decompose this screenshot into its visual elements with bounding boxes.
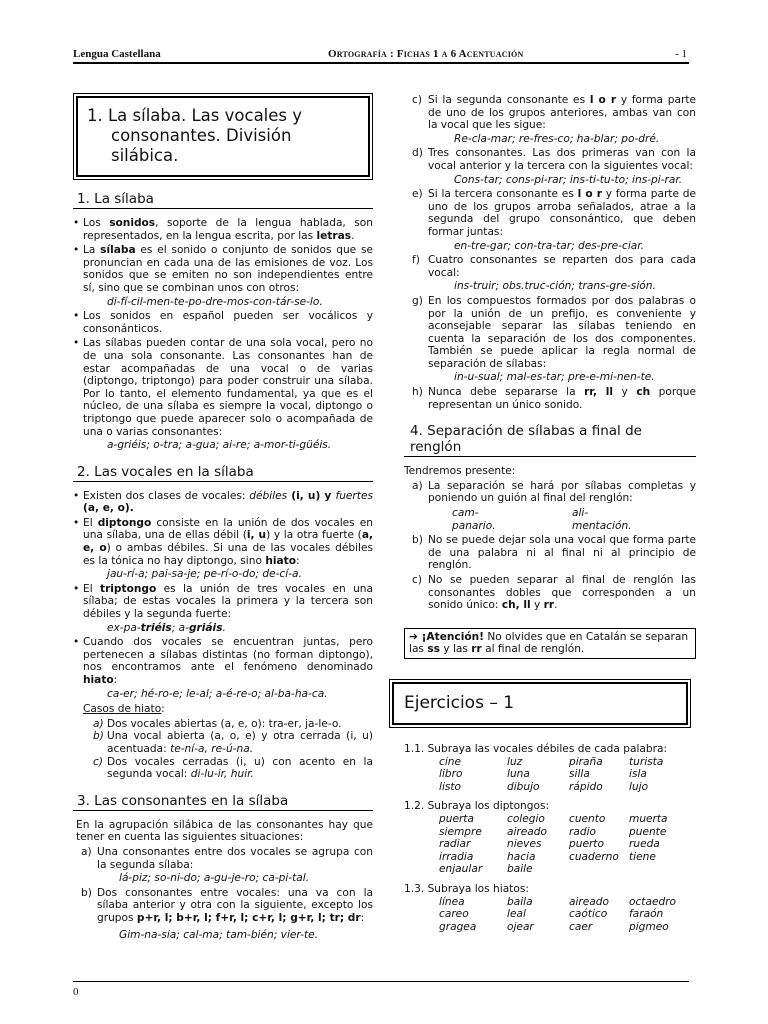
bullet-vowel-types: • Existen dos clases de vocales: débiles (i, u) y fuertes (a, e, o).: [73, 490, 373, 515]
right-column: [404, 94, 696, 933]
consonant-example-f: ins-truir; obs.truc-ción; trans-gre-sión.: [454, 280, 656, 293]
exercise-word: listo: [439, 780, 462, 793]
consonant-example-c: Re-cla-mar; re-fres-co; ha-blar; po-dré.: [454, 132, 660, 145]
unit-title-line1: 1. La sílaba. Las vocales y: [87, 106, 303, 125]
consonant-rule-h: h) Nunca debe separarse la rr, ll y ch porque representan un único sonido.: [412, 386, 696, 411]
attention-note: ➔ ¡Atención! No olvides que en Catalán se separan las ss y las rr al final de renglón.: [404, 628, 696, 659]
header-page-number: - 1: [675, 48, 687, 60]
exercise-word: línea: [439, 895, 465, 908]
exercise-word: baile: [507, 863, 533, 876]
consonant-rule-e: e) Si la tercera consonante es l o r y forma parte de uno de los grupos arroba señalados, atrae a la segunda del grupo consonántico, que deben formar juntas:: [412, 188, 696, 238]
exercise-1-3-prompt: 1.3. Subraya los hiatos:: [404, 882, 529, 895]
consonant-example-b: Gim-na-sia; cal-ma; tam-bién; vier-te.: [119, 928, 319, 941]
bullet-syllable-vowel: • Las sílabas pueden contar de una sola vocal, pero no de una sola consonante. Las consonantes han de estar acompañadas de una vocal o de varias (diptongo, triptongo) para poder construir una sílaba. Por lo tanto, el elemento fundamental, ya que es el núcleo, de una sílaba es siempre la vocal, diptongo o triptongo que puede aparecer solo o acompañada de una o varias consonantes:: [73, 337, 373, 438]
consonant-rule-g: g) En los compuestos formados por dos palabras o por la unión de un prefijo, es conveniente y aconsejable separar las sílabas teniendo en cuenta la separación de los dos componentes. También se puede aplicar la regla normal de separación de sílabas:: [412, 294, 696, 370]
exercise-word: muerta: [629, 812, 668, 825]
exercise-word: cuento: [569, 812, 606, 825]
arrow-right-icon: ➔: [409, 630, 418, 643]
exercise-word: siempre: [439, 825, 482, 838]
hiatus-case-a: a) Dos vocales abiertas (a, e, o): tra-er, ja-le-o.: [93, 717, 342, 730]
unit-title-box: [76, 96, 370, 177]
exercise-word: careo: [439, 908, 469, 921]
exercise-word: caótico: [569, 908, 608, 921]
bullet-sound-types: • Los sonidos en español pueden ser vocálicos y consonánticos.: [73, 310, 373, 335]
header-topic: Ortografía : Fichas 1 a 6 Acentuación: [328, 48, 524, 60]
exercise-word: cine: [439, 755, 461, 768]
line-break-rule-c: c) No se pueden separar al final de renglón las consonantes dobles que corresponden a un sonido único: ch, ll y rr.: [412, 574, 696, 612]
exercise-word: octaedro: [629, 895, 677, 908]
exercise-word: puente: [629, 825, 667, 838]
exercise-word: baila: [507, 895, 533, 908]
bullet-hiatus: • Cuando dos vocales se encuentran juntas, pero pertenecen a sílabas distintas (no forman diptongo), nos encontramos ante el fenómeno denominado hiato:: [73, 636, 373, 686]
line-break-intro: Tendremos presente:: [404, 465, 516, 478]
exercise-word: gragea: [439, 920, 477, 933]
exercise-word: irradia: [439, 850, 474, 863]
consonant-rule-d: d) Tres consonantes. Las dos primeras van con la vocal anterior y la tercera con la siguientes vocal:: [412, 147, 696, 172]
bullet-diphthong: • El diptongo consiste en la unión de dos vocales en una sílaba, una de ellas débil (i, u) y la otra fuerte (a, e, o) o ambas débiles. Si una de las vocales débiles es la tónica no hay diptongo, sino hiato:: [73, 517, 373, 567]
consonant-rule-f: f) Cuatro consonantes se reparten dos para cada vocal:: [412, 254, 696, 279]
exercise-word: colegio: [507, 812, 545, 825]
example-syllables: di-fí-cil-men-te-po-dre-mos-con-tár-se-lo.: [107, 295, 323, 308]
exercise-word: aireado: [569, 895, 610, 908]
exercise-word: silla: [569, 768, 590, 781]
exercise-word: faraón: [629, 908, 664, 921]
section-heading-syllable: 1. La sílaba: [73, 191, 373, 209]
consonant-rule-b: b) Dos consonantes entre vocales: una va con la sílaba anterior y otra con la siguiente, excepto los grupos p+r, l; b+r, l; f+r, l; c+r, l; g+r, l; tr; dr:: [81, 886, 373, 924]
bullet-sounds: • Los sonidos, soporte de la lengua hablada, son representados, en la lengua escrita, por las letras.: [73, 217, 373, 242]
exercise-word: luna: [507, 768, 530, 781]
exercise-word: [629, 863, 689, 876]
hiatus-cases-label: Casos de hiato:: [83, 703, 165, 716]
exercise-word: puerto: [569, 838, 604, 851]
exercise-word: leal: [507, 908, 526, 921]
exercise-1-3-words: [404, 896, 696, 934]
line-break-rule-b: b) No se puede dejar sola una vocal que forma parte de una palabra ni al final ni al principio de renglón.: [412, 534, 696, 572]
exercise-word: piraña: [569, 755, 603, 768]
bullet-syllable-def: • La sílaba es el sonido o conjunto de sonidos que se pronuncian en cada una de las emisiones de voz. Los sonidos que se emiten no son independientes entre sí, sino que se combinan unos con otros:: [73, 244, 373, 294]
exercise-word: isla: [629, 768, 647, 781]
example-hiatus: ca-er; hé-ro-e; le-al; a-é-re-o; al-ba-ha-ca.: [107, 687, 328, 700]
exercise-word: rápido: [569, 780, 603, 793]
exercise-word: [569, 863, 629, 876]
exercise-word: libro: [439, 768, 463, 781]
exercise-word: cuaderno: [569, 850, 619, 863]
section-heading-vowels: 2. Las vocales en la sílaba: [73, 464, 373, 482]
exercise-word: ojear: [507, 920, 534, 933]
exercise-1-2-prompt: 1.2. Subraya los diptongos:: [404, 800, 550, 813]
exercise-1-2-words: [404, 813, 696, 876]
hiatus-case-c: c) Dos vocales cerradas (i, u) con acento en la segunda vocal: di-lu-ir, huir.: [93, 755, 373, 781]
consonant-example-d: Cons-tar; cons-pi-rar; ins-ti-tu-to; ins-pi-rar.: [454, 173, 683, 186]
exercise-word: lujo: [629, 780, 649, 793]
consonant-example-a: lá-piz; so-ni-do; a-gu-je-ro; ca-pi-tal.: [119, 872, 310, 885]
example-triphthong: ex-pa-triéis; a-griáis.: [107, 621, 226, 634]
exercise-word: radiar: [439, 838, 471, 851]
example-vowel-nucleus: a-griéis; o-tra; a-gua; ai-re; a-mor-ti-güéis.: [107, 439, 332, 452]
exercise-word: tiene: [629, 850, 656, 863]
footer-page: 0: [73, 986, 79, 998]
page-footer: [73, 981, 689, 998]
left-column: [73, 92, 373, 942]
hiatus-case-b: b) Una vocal abierta (a, o, e) y otra cerrada (i, u) acentuada: te-ní-a, re-ú-na.: [93, 730, 373, 755]
header-subject: Lengua Castellana: [73, 48, 161, 60]
unit-title-line2: consonantes. División silábica.: [111, 126, 292, 165]
exercise-word: enjaular: [439, 863, 483, 876]
consonant-example-g: in-u-sual; mal-es-tar; pre-e-mi-nen-te.: [454, 371, 655, 384]
exercise-word: puerta: [439, 812, 474, 825]
section-heading-consonants: 3. Las consonantes en la sílaba: [73, 793, 373, 811]
exercise-word: hacia: [507, 850, 536, 863]
exercise-word: dibujo: [507, 780, 540, 793]
exercise-word: caer: [569, 920, 593, 933]
section-heading-line-break: 4. Separación de sílabas a final de renglón: [404, 423, 696, 457]
exercises-title-box: Ejercicios – 1: [392, 682, 688, 725]
consonant-rule-a: a) Una consonantes entre dos vocales se agrupa con la segunda sílaba:: [81, 845, 373, 871]
page-header: [73, 46, 689, 64]
consonant-example-e: en-tre-gar; con-tra-tar; des-pre-ciar.: [454, 239, 645, 252]
exercise-word: aireado: [507, 825, 548, 838]
exercise-1-1-prompt: 1.1. Subraya las vocales débiles de cada palabra:: [404, 742, 668, 755]
exercise-word: turista: [629, 755, 664, 768]
example-diphthong: jau-rí-a; pai-sa-je; pe-rí-o-do; de-cí-a.: [107, 568, 302, 581]
line-break-examples: cam- ali- panario. mentación.: [452, 507, 632, 532]
exercise-1-1-words: [404, 756, 696, 794]
consonants-intro: En la agrupación silábica de las consonantes hay que tener en cuenta las siguientes situaciones:: [76, 818, 373, 844]
exercise-word: radio: [569, 825, 596, 838]
exercise-word: luz: [507, 755, 523, 768]
exercise-word: nieves: [507, 838, 542, 851]
bullet-triphthong: • El triptongo es la unión de tres vocales en una sílaba; de estas vocales la primera y la tercera son débiles y la segunda fuerte:: [73, 583, 373, 621]
consonant-rule-c: c) Si la segunda consonante es l o r y forma parte de uno de los grupos anteriores, ambas van con la vocal que les sigue:: [412, 94, 697, 132]
exercise-word: rueda: [629, 838, 660, 851]
line-break-rule-a: a) La separación se hará por sílabas completas y poniendo un guión al final del renglón:: [412, 479, 696, 505]
exercise-word: pigmeo: [629, 920, 669, 933]
